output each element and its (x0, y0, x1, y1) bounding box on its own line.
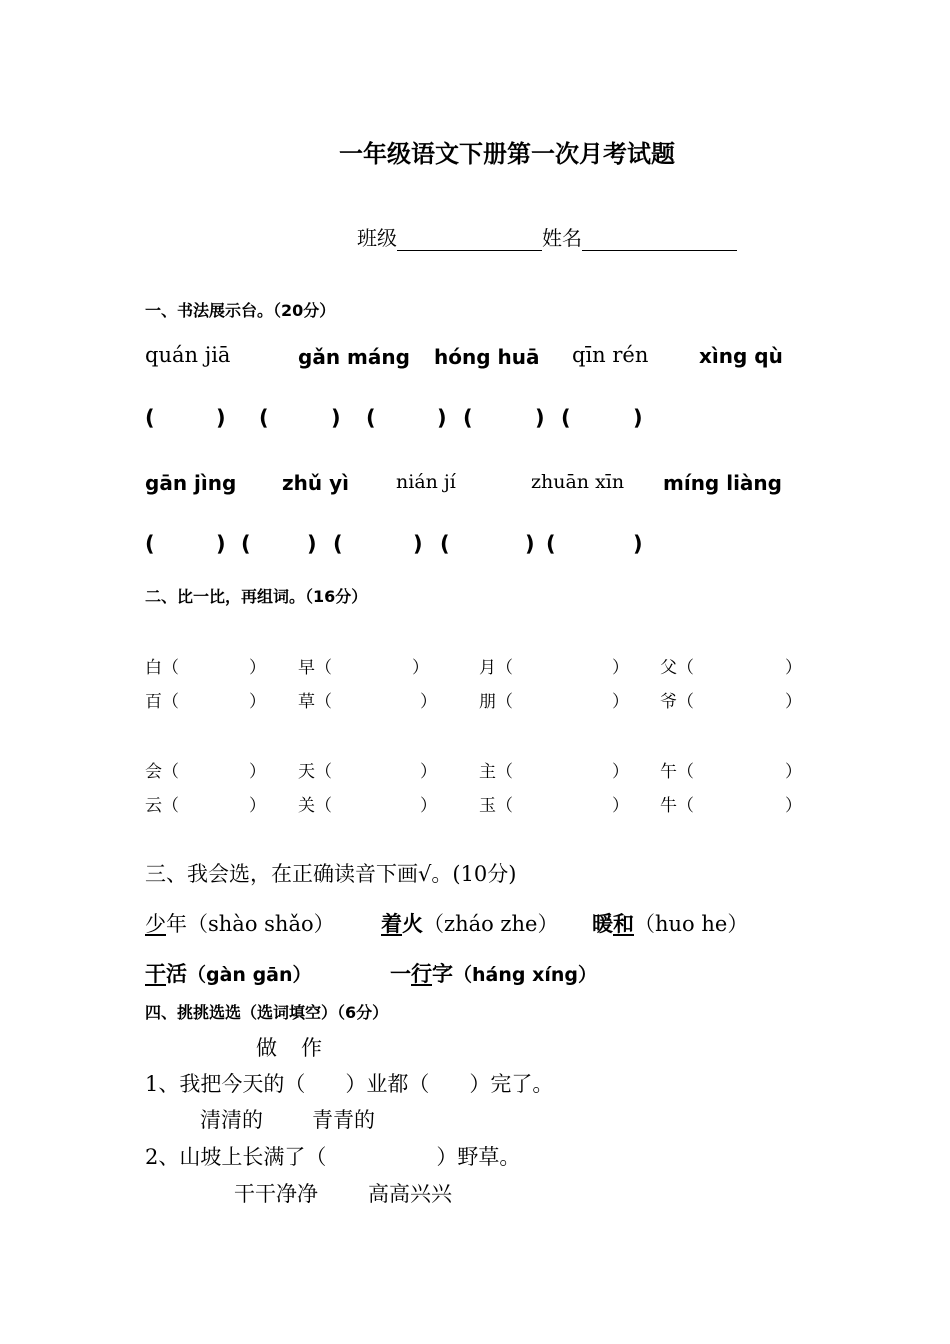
name-blank[interactable] (582, 230, 737, 251)
target-char: 干 (145, 961, 166, 986)
pinyin-options[interactable]: （zháo zhe） (423, 912, 559, 936)
compare-char: 云（ (145, 796, 179, 816)
pinyin-options[interactable]: （gàn gān） (187, 964, 312, 986)
paren-close: ） (412, 658, 429, 678)
word-choice: 青青的 (312, 1108, 375, 1132)
answer-paren-open: ( (145, 406, 155, 430)
pinyin-options[interactable]: （háng xíng） (453, 964, 597, 986)
class-label: 班级 (357, 226, 397, 250)
paren-close: ） (420, 692, 437, 712)
compare-char: 白（ (145, 658, 179, 678)
section3-heading: 三、我会选，在正确读音下画√。(10分) (145, 862, 517, 886)
target-char: 少 (145, 912, 166, 936)
answer-paren-open: ( (241, 532, 251, 556)
paren-close: ） (420, 762, 437, 782)
answer-paren-open: ( (259, 406, 269, 430)
word-choice: 清清的 (200, 1108, 263, 1132)
compare-char: 主（ (479, 762, 513, 782)
answer-paren-close: ) (216, 406, 226, 430)
compare-char: 牛（ (660, 796, 694, 816)
answer-paren-open: ( (546, 532, 556, 556)
pinyin-item: gǎn máng (298, 345, 410, 369)
pinyin-item: gān jìng (145, 471, 237, 495)
answer-paren-open: ( (561, 406, 571, 430)
paren-close: ） (420, 796, 437, 816)
answer-paren-close: ) (633, 532, 643, 556)
reading-choice-item: 着火（zháo zhe） (381, 911, 559, 936)
pinyin-item: qīn rén (572, 343, 649, 367)
answer-paren-open: ( (145, 532, 155, 556)
pinyin-item: nián jí (396, 471, 456, 493)
answer-paren-close: ) (216, 532, 226, 556)
answer-paren-close: ) (633, 406, 643, 430)
question-2: 2、山坡上长满了（ ）野草。 (145, 1145, 521, 1169)
reading-choice-item: 暖和（huo he） (592, 911, 749, 936)
compare-char: 关（ (298, 796, 332, 816)
reading-choice-item: 一行字（háng xíng） (390, 961, 597, 986)
compare-char: 百（ (145, 692, 179, 712)
class-blank[interactable] (397, 230, 542, 251)
section1-heading: 一、书法展示台。（20分） (145, 301, 336, 320)
pinyin-item: míng liàng (663, 471, 782, 495)
paren-close: ） (249, 692, 266, 712)
compare-char: 天（ (298, 762, 332, 782)
compare-char: 会（ (145, 762, 179, 782)
target-char: 着 (381, 911, 402, 936)
answer-paren-close: ) (307, 532, 317, 556)
compare-char: 爷（ (660, 692, 694, 712)
paren-close: ） (612, 658, 629, 678)
answer-paren-open: ( (333, 532, 343, 556)
paren-close: ） (612, 796, 629, 816)
student-info (357, 222, 737, 251)
answer-paren-close: ) (413, 532, 423, 556)
compare-char: 月（ (479, 658, 513, 678)
pinyin-item: zhuān xīn (531, 471, 625, 493)
compare-char: 草（ (298, 692, 332, 712)
compare-char: 朋（ (479, 692, 513, 712)
question-1: 1、我把今天的（ ）业都（ ）完了。 (145, 1072, 554, 1096)
paren-close: ） (612, 692, 629, 712)
answer-paren-close: ) (525, 532, 535, 556)
answer-paren-close: ) (331, 406, 341, 430)
reading-choice-item: 少年（shào shǎo） (145, 912, 335, 936)
answer-paren-open: ( (366, 406, 376, 430)
pinyin-options[interactable]: （huo he） (634, 912, 749, 936)
answer-paren-open: ( (440, 532, 450, 556)
pinyin-item: xìng qù (699, 344, 783, 368)
compare-char: 父（ (660, 658, 694, 678)
word-choice: 作 (301, 1036, 322, 1060)
pinyin-item: zhǔ yì (282, 471, 349, 495)
paren-close: ） (785, 658, 802, 678)
pinyin-item: quán jiā (145, 343, 231, 367)
page-title: 一年级语文下册第一次月考试题 (339, 140, 675, 168)
section4-heading: 四、挑挑选选（选词填空）（6分） (145, 1003, 389, 1022)
word-choice: 干干净净 (234, 1182, 318, 1206)
compare-char: 玉（ (479, 796, 513, 816)
target-char: 行 (411, 961, 432, 986)
answer-paren-close: ) (437, 406, 447, 430)
paren-close: ） (785, 762, 802, 782)
name-label: 姓名 (542, 226, 582, 250)
paren-close: ） (249, 658, 266, 678)
paren-close: ） (249, 762, 266, 782)
target-char: 和 (613, 911, 634, 936)
paren-close: ） (249, 796, 266, 816)
reading-choice-item: 干活（gàn gān） (145, 961, 312, 986)
compare-char: 午（ (660, 762, 694, 782)
pinyin-item: hóng huā (434, 345, 540, 369)
word-choice: 做 (256, 1036, 277, 1060)
paren-close: ） (785, 692, 802, 712)
answer-paren-open: ( (463, 406, 473, 430)
section2-heading: 二、比一比，再组词。（16分） (145, 587, 368, 606)
answer-paren-close: ) (535, 406, 545, 430)
word-choice: 高高兴兴 (368, 1182, 452, 1206)
compare-char: 早（ (298, 658, 332, 678)
paren-close: ） (612, 762, 629, 782)
paren-close: ） (785, 796, 802, 816)
pinyin-options[interactable]: （shào shǎo） (187, 912, 335, 936)
